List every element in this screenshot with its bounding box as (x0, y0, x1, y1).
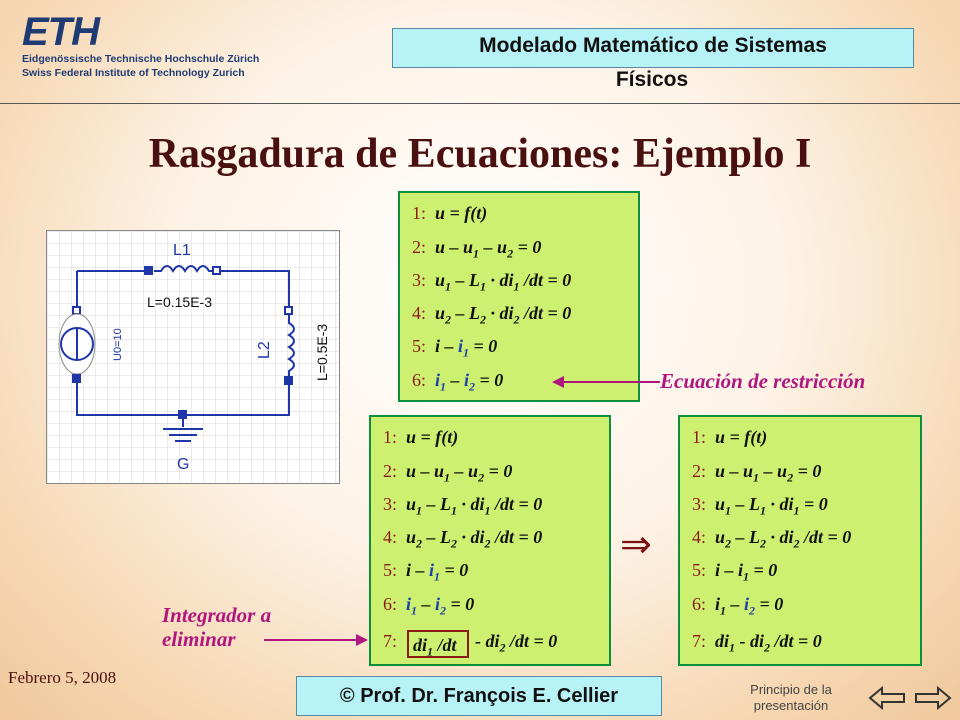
header-divider (0, 103, 960, 104)
equation-number: 7: (692, 631, 707, 651)
equation-row: 2: $u - u_1 - u_2 = 0$ (412, 237, 542, 261)
integrator-label-line2: eliminar (162, 627, 236, 651)
integrator-highlight-box (407, 630, 469, 658)
equation-row: 5: $i - i_1 = 0$ (692, 560, 778, 584)
implies-symbol: ⇒ (620, 524, 652, 566)
equation-number: 5: (383, 560, 398, 580)
equation-row: 3: $u_1 - L_1 \cdot di_1$ /dt = 0 (412, 270, 572, 294)
equation-number: 5: (412, 336, 427, 356)
equation-number: 1: (692, 427, 707, 447)
equations-box-original (398, 191, 640, 402)
integrator-label (162, 603, 271, 651)
equation-row: 1: u = f(t) (383, 427, 459, 447)
equation-row: 2: $u - u_1 - u_2 = 0$ (692, 461, 822, 485)
equation-row: 5: $i - i_1 = 0$ (412, 336, 498, 360)
equation-number: 2: (692, 461, 707, 481)
equation-number: 4: (412, 303, 427, 323)
equation-row: 4: $u_2 - L_2 \cdot di_2$ /dt = 0 (692, 527, 852, 551)
ground-name: G (177, 456, 190, 473)
equation-row: 1: u = f(t) (412, 203, 488, 223)
equation-row: 7: - $di_2$ /dt = 0 (383, 631, 558, 655)
source-value: U0=10 (112, 328, 124, 361)
equations-box-tearing (369, 415, 611, 666)
equations-box-result (678, 415, 922, 666)
eth-logo (22, 12, 262, 82)
equation-row: 3: $u_1 - L_1 \cdot di_1$ /dt = 0 (383, 494, 543, 518)
equation-seven-tail: - di (475, 631, 500, 651)
equation-row: 6: $i_1 - i_2 = 0$ (383, 594, 475, 618)
integrator-term: $di_1$ /dt (413, 635, 457, 659)
equation-number: 6: (692, 594, 707, 614)
eth-logo-line1: Eidgenössische Technische Hochschule Zürich (22, 53, 260, 65)
home-link[interactable] (736, 682, 846, 714)
equation-number: 1: (412, 203, 427, 223)
circuit-svg (47, 231, 339, 483)
inductor-l2-value: L=0.5E-3 (314, 323, 330, 381)
equation-row: 7: $di_1 - di_2$ /dt = 0 (692, 631, 822, 655)
author-box: © Prof. Dr. François E. Cellier (296, 676, 662, 716)
equation-number: 3: (412, 270, 427, 290)
restriction-label: Ecuación de restricción (660, 369, 866, 393)
equation-number: 3: (692, 494, 707, 514)
inductor-l1-value: L=0.15E-3 (147, 294, 212, 310)
equation-number: 7: (383, 631, 398, 651)
inductor-l2-name: L2 (256, 341, 273, 359)
equation-number: 4: (692, 527, 707, 547)
equation-number: 6: (412, 370, 427, 390)
equation-number: 1: (383, 427, 398, 447)
equation-seven-end: /dt = 0 (510, 631, 558, 651)
equation-number: 2: (383, 461, 398, 481)
equation-row: 5: $i - i_1 = 0$ (383, 560, 469, 584)
equation-number: 4: (383, 527, 398, 547)
equation-number: 6: (383, 594, 398, 614)
home-link-line2: presentación (753, 698, 829, 713)
inductor-l1-name: L1 (173, 242, 191, 259)
nav-forward-icon[interactable] (912, 686, 952, 710)
slide-date: Febrero 5, 2008 (8, 668, 117, 687)
equation-number: 5: (692, 560, 707, 580)
course-title-line1: Modelado Matemático de Sistemas (479, 34, 827, 57)
equation-number: 2: (412, 237, 427, 257)
integrator-arrow (262, 630, 372, 650)
restriction-arrow (550, 372, 662, 392)
course-title-line2: Físicos (615, 68, 689, 91)
eth-logo-text: ETH (22, 10, 99, 54)
equation-row: 1: u = f(t) (692, 427, 768, 447)
course-title-box (392, 28, 914, 68)
nav-back-icon[interactable] (868, 686, 908, 710)
home-link-line1: Principio de la (750, 682, 832, 697)
equation-row: 4: $u_2 - L_2 \cdot di_2$ /dt = 0 (412, 303, 572, 327)
equation-row: 6: $i_1 - i_2 = 0$ (412, 370, 504, 394)
slide-title: Rasgadura de Ecuaciones: Ejemplo I (148, 131, 812, 177)
equation-row: 6: $i_1 - i_2 = 0$ (692, 594, 784, 618)
eth-logo-line2: Swiss Federal Institute of Technology Zurich (22, 67, 245, 79)
equation-number: 3: (383, 494, 398, 514)
equation-row: 4: $u_2 - L_2 \cdot di_2$ /dt = 0 (383, 527, 543, 551)
equation-row: 2: $u - u_1 - u_2 = 0$ (383, 461, 513, 485)
circuit-diagram (46, 230, 340, 484)
integrator-label-line1: Integrador a (162, 603, 272, 627)
equation-row: 3: $u_1 - L_1 \cdot di_1 = 0$ (692, 494, 828, 518)
